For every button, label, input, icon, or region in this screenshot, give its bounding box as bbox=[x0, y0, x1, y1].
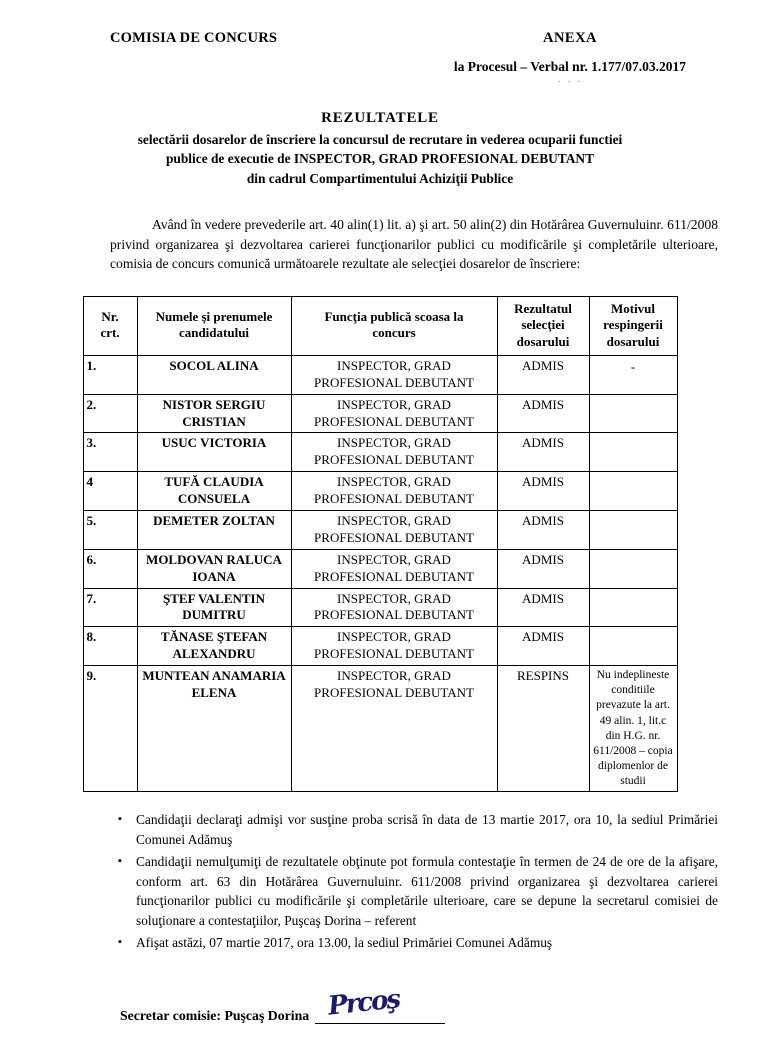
column-header-name bbox=[137, 297, 291, 356]
cell-reason: - bbox=[589, 355, 677, 394]
column-header-reason bbox=[589, 297, 677, 356]
table-row bbox=[83, 666, 677, 792]
table-row bbox=[83, 433, 677, 472]
cell-function-line1: INSPECTOR, GRAD bbox=[337, 396, 451, 412]
page-title: REZULTATELE bbox=[321, 110, 439, 126]
cell-nr: 4 bbox=[83, 472, 137, 511]
cell-reason bbox=[589, 549, 677, 588]
anexa-handwriting-mark: · · · bbox=[557, 77, 583, 88]
document-header bbox=[0, 0, 760, 88]
notes-list bbox=[118, 810, 718, 952]
cell-result: ADMIS bbox=[497, 627, 589, 666]
cell-reason bbox=[589, 472, 677, 511]
column-header-reason-line2: respingerii bbox=[603, 317, 663, 333]
cell-function bbox=[291, 510, 497, 549]
cell-result: ADMIS bbox=[497, 394, 589, 433]
bullet-icon: ▪ bbox=[118, 813, 122, 826]
column-header-result-line3: dosarului bbox=[516, 333, 570, 349]
cell-reason bbox=[589, 433, 677, 472]
cell-reason bbox=[589, 394, 677, 433]
cell-function bbox=[291, 666, 497, 792]
cell-function-line1: INSPECTOR, GRAD bbox=[337, 474, 451, 490]
cell-function-line2: PROFESIONAL DEBUTANT bbox=[314, 684, 474, 700]
cell-function bbox=[291, 433, 497, 472]
page-subtitle-line2: publice de executie de INSPECTOR, GRAD PROFESIONAL DEBUTANT bbox=[165, 151, 595, 167]
cell-function-line1: INSPECTOR, GRAD bbox=[337, 357, 451, 373]
cell-function bbox=[291, 472, 497, 511]
cell-nr: 9. bbox=[83, 666, 137, 792]
column-header-reason-line1: Motivul bbox=[610, 301, 656, 317]
table-row bbox=[83, 549, 677, 588]
cell-function-line2: PROFESIONAL DEBUTANT bbox=[314, 646, 474, 662]
cell-nr: 5. bbox=[83, 510, 137, 549]
cell-function bbox=[291, 549, 497, 588]
page-subtitle-line3: din cadrul Compartimentului Achiziţii Publice bbox=[246, 170, 514, 186]
cell-function-line1: INSPECTOR, GRAD bbox=[337, 435, 451, 451]
anexa-block bbox=[420, 30, 720, 88]
list-item bbox=[118, 852, 718, 930]
column-header-result-line1: Rezultatul bbox=[514, 301, 572, 317]
intro-text: Având în vedere prevederile art. 40 alin(1) lit. a) şi art. 50 alin(2) din Hotărârea Guvernuluinr. 611/2008 privind organizarea şi dezvoltarea carierei funcţionarilor publici cu modificările şi completările ulterioare, comisia de concurs comunică următoarele rezultate ale selecţiei dosarelor de înscriere: bbox=[110, 216, 718, 272]
table-row bbox=[83, 472, 677, 511]
cell-function-line2: PROFESIONAL DEBUTANT bbox=[314, 452, 474, 468]
column-header-result-line2: selecţiei bbox=[521, 317, 565, 333]
cell-candidate-name: MUNTEAN ANAMARIA ELENA bbox=[137, 666, 291, 792]
bullet-icon: ▪ bbox=[118, 855, 122, 868]
cell-function bbox=[291, 394, 497, 433]
table-row bbox=[83, 588, 677, 627]
list-item bbox=[118, 810, 718, 849]
cell-function-line1: INSPECTOR, GRAD bbox=[337, 551, 451, 567]
cell-nr: 3. bbox=[83, 433, 137, 472]
cell-function-line2: PROFESIONAL DEBUTANT bbox=[314, 413, 474, 429]
column-header-result bbox=[497, 297, 589, 356]
cell-result: ADMIS bbox=[497, 588, 589, 627]
document-title-block bbox=[0, 110, 760, 189]
results-table-head bbox=[83, 297, 677, 356]
intro-paragraph bbox=[110, 215, 718, 274]
cell-function bbox=[291, 355, 497, 394]
bullet-icon: ▪ bbox=[118, 936, 122, 949]
table-row bbox=[83, 510, 677, 549]
cell-candidate-name: ŞTEF VALENTIN DUMITRU bbox=[137, 588, 291, 627]
signature-block bbox=[120, 983, 445, 1024]
results-table-body bbox=[83, 355, 677, 792]
cell-nr: 6. bbox=[83, 549, 137, 588]
column-header-nr-line1: Nr. bbox=[101, 309, 119, 325]
column-header-name-line1: Numele şi prenumele bbox=[155, 309, 273, 325]
cell-function-line2: PROFESIONAL DEBUTANT bbox=[314, 529, 474, 545]
column-header-function-line1: Funcţia publică scoasa la bbox=[324, 309, 464, 325]
page-subtitle-line1: selectării dosarelor de înscriere la concursul de recrutare in vederea ocuparii functiei bbox=[137, 132, 623, 147]
cell-result: ADMIS bbox=[497, 549, 589, 588]
cell-candidate-name: NISTOR SERGIU CRISTIAN bbox=[137, 394, 291, 433]
list-item bbox=[118, 933, 718, 952]
cell-function-line2: PROFESIONAL DEBUTANT bbox=[314, 568, 474, 584]
column-header-function-line2: concurs bbox=[372, 325, 416, 341]
cell-function-line1: INSPECTOR, GRAD bbox=[337, 629, 451, 645]
cell-reason bbox=[589, 627, 677, 666]
table-row bbox=[83, 394, 677, 433]
note-text-3: Afişat astăzi, 07 martie 2017, ora 13.00, la sediul Primăriei Comunei Adămuş bbox=[136, 935, 553, 951]
results-table bbox=[83, 296, 678, 792]
cell-function bbox=[291, 588, 497, 627]
cell-candidate-name: USUC VICTORIA bbox=[137, 433, 291, 472]
anexa-title: ANEXA bbox=[542, 30, 598, 46]
column-header-nr bbox=[83, 297, 137, 356]
cell-candidate-name: TĂNASE ŞTEFAN ALEXANDRU bbox=[137, 627, 291, 666]
cell-function-line1: INSPECTOR, GRAD bbox=[337, 590, 451, 606]
table-row bbox=[83, 355, 677, 394]
column-header-function bbox=[291, 297, 497, 356]
cell-result: RESPINS bbox=[497, 666, 589, 792]
cell-reason bbox=[589, 510, 677, 549]
cell-candidate-name: MOLDOVAN RALUCA IOANA bbox=[137, 549, 291, 588]
cell-function-line1: INSPECTOR, GRAD bbox=[337, 668, 451, 684]
cell-nr: 1. bbox=[83, 355, 137, 394]
cell-reason bbox=[589, 588, 677, 627]
table-header-row bbox=[83, 297, 677, 356]
cell-result: ADMIS bbox=[497, 355, 589, 394]
column-header-name-line2: candidatului bbox=[178, 325, 250, 341]
cell-nr: 8. bbox=[83, 627, 137, 666]
note-text-2: Candidaţii nemulţumiţi de rezultatele obţinute pot formula contestaţie în termen de 24 de ore de la afişare, conform art. 63 din Hotărârea Guvernuluinr. 611/2008 privind organizarea şi dezvoltarea carierei funcţionarilor publici cu modificările şi completările ulterioare, care se depune la secretarul comisiei de soluţionare a contestaţiilor, Puşcaş Dorina – referent bbox=[136, 854, 718, 928]
column-header-nr-line2: crt. bbox=[100, 325, 120, 341]
commission-title: COMISIA DE CONCURS bbox=[110, 30, 278, 46]
handwritten-signature: Prcoş bbox=[326, 983, 401, 1022]
cell-result: ADMIS bbox=[497, 510, 589, 549]
cell-function bbox=[291, 627, 497, 666]
cell-function-line2: PROFESIONAL DEBUTANT bbox=[314, 374, 474, 390]
cell-candidate-name: DEMETER ZOLTAN bbox=[137, 510, 291, 549]
column-header-reason-line3: dosarului bbox=[606, 333, 660, 349]
cell-result: ADMIS bbox=[497, 433, 589, 472]
table-row bbox=[83, 627, 677, 666]
cell-function-line2: PROFESIONAL DEBUTANT bbox=[314, 607, 474, 623]
note-text-1: Candidaţii declaraţi admişi vor susţine proba scrisă în data de 13 martie 2017, ora 10, la sediul Primăriei Comunei Adămuş bbox=[136, 812, 718, 847]
cell-nr: 7. bbox=[83, 588, 137, 627]
cell-result: ADMIS bbox=[497, 472, 589, 511]
cell-candidate-name: SOCOL ALINA bbox=[137, 355, 291, 394]
cell-nr: 2. bbox=[83, 394, 137, 433]
cell-reason: Nu indeplineste conditiile prevazute la art. 49 alin. 1, lit.c din H.G. nr. 611/2008 – copia diplomenlor de studii bbox=[589, 666, 677, 792]
signature-label: Secretar comisie: Puşcaş Dorina bbox=[120, 1007, 310, 1023]
cell-function-line1: INSPECTOR, GRAD bbox=[337, 512, 451, 528]
anexa-reference: la Procesul – Verbal nr. 1.177/07.03.2017 bbox=[453, 59, 687, 74]
cell-function-line2: PROFESIONAL DEBUTANT bbox=[314, 491, 474, 507]
cell-candidate-name: TUFĂ CLAUDIA CONSUELA bbox=[137, 472, 291, 511]
